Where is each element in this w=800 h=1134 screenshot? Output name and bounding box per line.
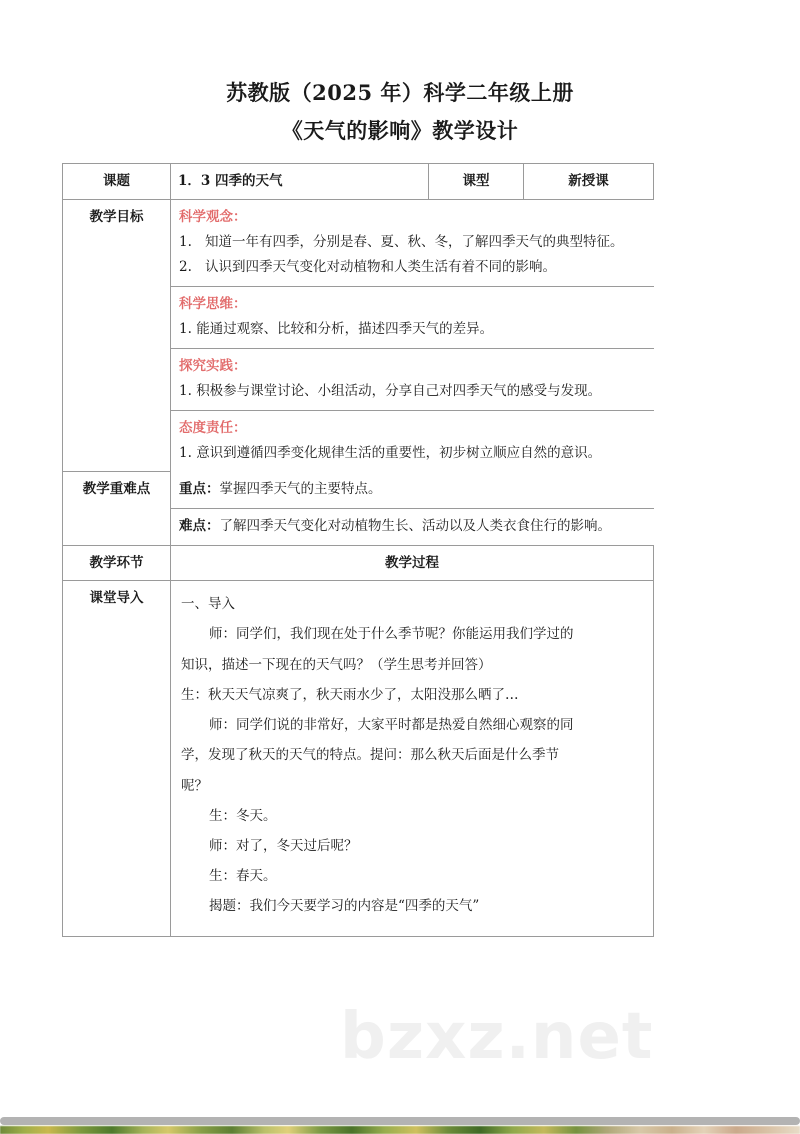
difficult-point-prefix: 难点： — [179, 517, 220, 534]
objective-item-text: 积极参与课堂讨论、小组活动，分享自己对四季天气的感受与发现。 — [196, 382, 602, 399]
table-row-topic — [63, 164, 654, 200]
objectives-inner-table — [171, 200, 654, 472]
objective-block-attitude — [171, 410, 654, 472]
keypoint-row — [171, 472, 654, 508]
topic-label: 课题 — [63, 164, 171, 200]
objectives-label: 教学目标 — [63, 199, 171, 472]
intro-label: 课堂导入 — [63, 581, 171, 937]
key-point-prefix: 重点： — [179, 480, 220, 497]
objective-item-number: 1. — [179, 233, 192, 250]
objective-item-number: 1. — [179, 382, 192, 399]
stage-label: 教学环节 — [63, 545, 171, 581]
keypoints-content — [171, 472, 654, 545]
objective-block — [171, 410, 654, 472]
lesson-type-value: 新授课 — [524, 164, 654, 200]
difficult-point — [171, 508, 654, 544]
watermark: bzxz.net — [340, 1000, 654, 1074]
objective-item — [179, 255, 646, 280]
keypoints-inner-table — [171, 472, 654, 545]
difficult-point-line — [179, 514, 646, 539]
objective-item — [179, 379, 646, 404]
topic-value: 1．3 四季的天气 — [171, 164, 429, 200]
table-row-intro — [63, 581, 654, 937]
table-row-stage-header — [63, 545, 654, 581]
objective-list — [179, 230, 646, 280]
objective-block-thinking — [171, 286, 654, 348]
objective-item — [179, 317, 646, 342]
intro-paragraph: 师：同学们说的非常好，大家平时都是热爱自然细心观察的同 — [209, 717, 574, 734]
objective-item-number: 2. — [179, 258, 192, 275]
objective-heading: 科学观念： — [179, 208, 247, 225]
objective-block — [171, 348, 654, 410]
document-title — [0, 74, 800, 150]
key-point — [171, 472, 654, 508]
intro-paragraph: 生：冬天。 — [209, 807, 277, 824]
objective-heading: 探究实践： — [179, 357, 247, 374]
objective-heading: 态度责任： — [179, 419, 247, 436]
objective-item-number: 1. — [179, 320, 192, 337]
intro-paragraph: 揭题：我们今天要学习的内容是“四季的天气” — [209, 898, 480, 915]
objective-block — [171, 200, 654, 286]
intro-paragraph: 呢？ — [181, 777, 208, 794]
title-line-2: 《天气的影响》教学设计 — [281, 118, 519, 143]
lesson-type-label: 课型 — [429, 164, 524, 200]
page-separator-bar — [0, 1117, 800, 1125]
intro-paragraph: 学，发现了秋天的天气的特点。提问：那么秋天后面是什么季节 — [181, 747, 559, 764]
difficult-point-text: 了解四季天气变化对动植物生长、活动以及人类衣食住行的影响。 — [219, 517, 611, 534]
objective-item-text: 知道一年有四季，分别是春、夏、秋、冬，了解四季天气的典型特征。 — [205, 233, 624, 250]
intro-paragraph: 生：春天。 — [209, 868, 277, 885]
key-point-text: 掌握四季天气的主要特点。 — [219, 480, 382, 497]
table-row-keypoints — [63, 472, 654, 545]
title-line-1: 苏教版（2025 年）科学二年级上册 — [226, 80, 574, 105]
lesson-plan-table — [62, 163, 654, 937]
objective-item-text: 认识到四季天气变化对动植物和人类生活有着不同的影响。 — [205, 258, 556, 275]
objective-block-concepts — [171, 200, 654, 286]
intro-paragraph: 生：秋天天气凉爽了，秋天雨水少了，太阳没那么晒了… — [181, 686, 519, 703]
intro-paragraph: 知识，描述一下现在的天气吗？（学生思考并回答） — [181, 656, 492, 673]
objective-item-text: 能通过观察、比较和分析，描述四季天气的差异。 — [196, 320, 494, 337]
intro-paragraph: 师：同学们，我们现在处于什么季节呢？你能运用我们学过的 — [209, 626, 574, 643]
table-row-objectives — [63, 199, 654, 472]
keypoint-row — [171, 508, 654, 544]
objective-heading: 科学思维： — [179, 295, 247, 312]
objective-item — [179, 441, 646, 466]
objective-item-number: 1. — [179, 445, 192, 462]
objective-item — [179, 230, 646, 255]
next-page-preview-strip — [0, 1126, 800, 1134]
objective-item-text: 意识到遵循四季变化规律生活的重要性，初步树立顺应自然的意识。 — [196, 445, 602, 462]
objective-block-inquiry — [171, 348, 654, 410]
keypoints-label: 教学重难点 — [63, 472, 171, 545]
process-label: 教学过程 — [171, 545, 654, 581]
objective-block — [171, 286, 654, 348]
intro-paragraph: 师：对了，冬天过后呢？ — [209, 837, 358, 854]
key-point-line — [179, 477, 646, 502]
objectives-content — [171, 199, 654, 472]
intro-content — [171, 581, 654, 937]
intro-paragraph: 一、导入 — [181, 596, 235, 613]
